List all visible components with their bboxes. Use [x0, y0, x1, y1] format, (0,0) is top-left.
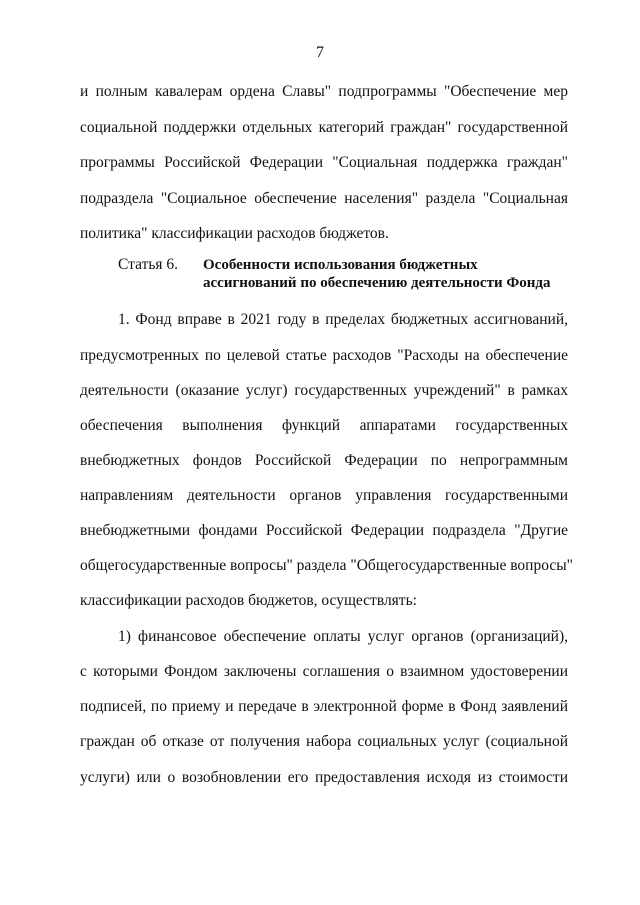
text-line: направлениям деятельности органов управления государственными — [80, 487, 568, 504]
text-line: классификации расходов бюджетов, осуществлять: — [80, 592, 417, 609]
article-title-line: Особенности использования бюджетных — [203, 257, 478, 273]
text-line: деятельности (оказание услуг) государственных учреждений" в рамках — [80, 382, 568, 399]
text-line: обеспечения выполнения функций аппаратами государственных — [80, 417, 568, 434]
text-line: программы Российской Федерации "Социальная поддержка граждан" — [80, 154, 568, 171]
article-title-line: ассигнований по обеспечению деятельности Фонда — [203, 275, 551, 291]
text-line: 1) финансовое обеспечение оплаты услуг органов (организаций), — [118, 628, 568, 645]
text-line: услуги) или о возобновлении его предоставления исходя из стоимости — [80, 769, 568, 786]
text-line: 1. Фонд вправе в 2021 году в пределах бюджетных ассигнований, — [118, 311, 568, 328]
text-line: и полным кавалерам ордена Славы" подпрограммы "Обеспечение мер — [80, 83, 568, 100]
page-number: 7 — [316, 44, 324, 61]
text-line: общегосударственные вопросы" раздела "Общегосударственные вопросы" — [80, 557, 573, 574]
text-line: внебюджетными фондами Российской Федерации подраздела "Другие — [80, 522, 568, 539]
text-line: внебюджетных фондов Российской Федерации по непрограммным — [80, 452, 568, 469]
text-line: политика" классификации расходов бюджетов. — [80, 225, 389, 242]
text-line: подписей, по приему и передаче в электронной форме в Фонд заявлений — [80, 698, 568, 715]
article-label: Статья 6. — [118, 256, 179, 273]
text-line: социальной поддержки отдельных категорий граждан" государственной — [80, 119, 568, 136]
text-line: подраздела "Социальное обеспечение населения" раздела "Социальная — [80, 190, 568, 207]
text-line: с которыми Фондом заключены соглашения о взаимном удостоверении — [80, 663, 568, 680]
text-line: предусмотренных по целевой статье расходов "Расходы на обеспечение — [80, 347, 568, 364]
text-line: граждан об отказе от получения набора социальных услуг (социальной — [80, 733, 568, 750]
